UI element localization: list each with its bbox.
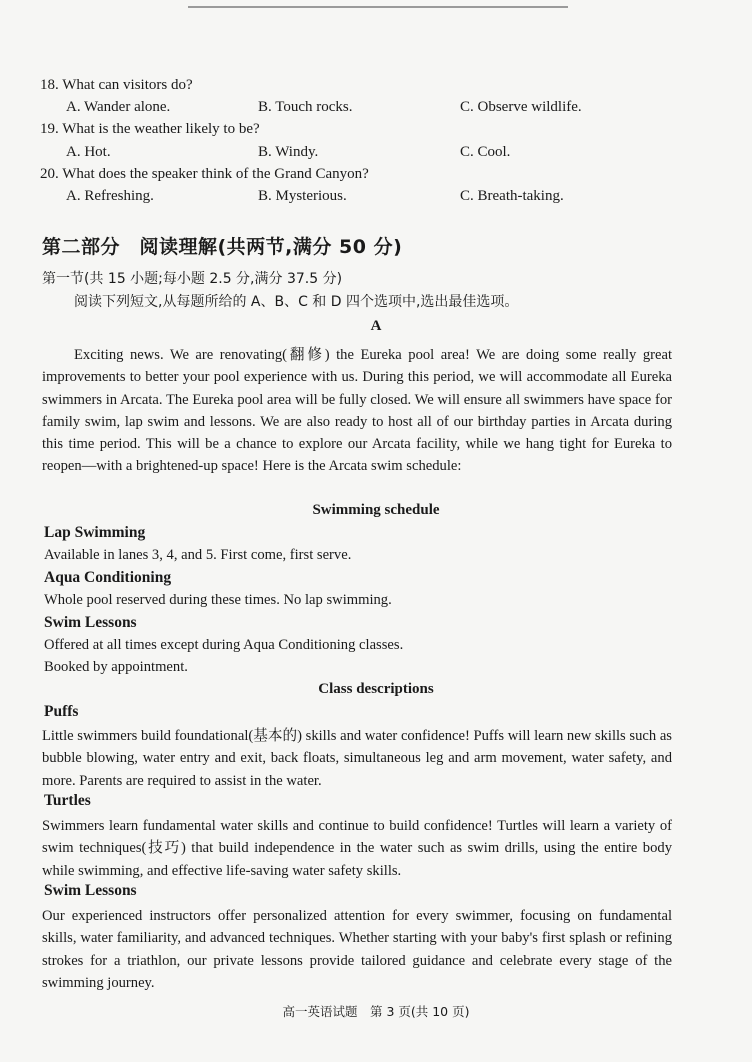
schedule-heading: Swimming schedule	[312, 502, 440, 518]
schedule-swim-lessons-line-1: Offered at all times except during Aqua Conditioning classes.	[44, 637, 404, 653]
schedule-lap-swimming-line: Available in lanes 3, 4, and 5. First come, first serve.	[44, 547, 352, 563]
intro-paragraph: Exciting news. We are renovating(翻修) the Eureka pool area! We are doing some really great improvements to better your pool experience with us. During this period, we will accommodate all Eureka swimmers in Arcata. The Eureka pool area will be fully closed. We will ensure all swimmers have space for family swim, lap swim and lessons. We are also ready to host all of our birthday parties in Arcata during this time period. This will be a chance to explore our Arcata facility, while we hang tight for Eureka to reopen—with a brightened-up space! Here is the Arcata swim schedule:	[42, 347, 672, 475]
question-20-option-a: A. Refreshing.	[66, 188, 154, 204]
section-title: 第一节(共 15 小题;每小题 2.5 分,满分 37.5 分)	[42, 271, 343, 287]
question-18-option-c: C. Observe wildlife.	[460, 99, 582, 115]
class-swim-lessons-name: Swim Lessons	[44, 882, 137, 899]
page-footer: 高一英语试题 第 3 页(共 10 页)	[282, 1004, 470, 1019]
schedule-aqua-conditioning-name: Aqua Conditioning	[44, 569, 172, 586]
question-19-option-a: A. Hot.	[66, 144, 111, 160]
class-turtles-name: Turtles	[44, 792, 91, 809]
question-19-option-c: C. Cool.	[460, 144, 511, 160]
question-19-option-b: B. Windy.	[258, 144, 319, 160]
question-20: 20. What does the speaker think of the Grand Canyon?	[40, 166, 369, 182]
top-rule	[188, 6, 568, 8]
passage-letter: A	[370, 318, 382, 334]
question-18-option-a: A. Wander alone.	[66, 99, 171, 115]
question-18-option-b: B. Touch rocks.	[258, 99, 353, 115]
class-swim-lessons-text: Our experienced instructors offer personalized attention for every swimmer, focusing on fundamental skills, water familiarity, and advanced techniques. Whether starting with your baby's first splash or refining strokes for a triathlon, our private lessons provide tailored guidance and celebrate every stage of the swimming journey.	[42, 908, 672, 991]
question-20-option-c: C. Breath-taking.	[460, 188, 564, 204]
question-19: 19. What is the weather likely to be?	[40, 121, 260, 137]
class-puffs-name: Puffs	[44, 703, 79, 720]
part-title: 第二部分 阅读理解(共两节,满分 50 分)	[42, 236, 403, 258]
question-20-option-b: B. Mysterious.	[258, 188, 347, 204]
schedule-swim-lessons-line-2: Booked by appointment.	[44, 659, 188, 675]
class-turtles-text: Swimmers learn fundamental water skills and continue to build confidence! Turtles will learn a variety of swim techniques(技巧) that build independence in the water such as swim drills, using the entire body while swimming, and effective life-saving water safety skills.	[42, 818, 672, 879]
class-puffs-text: Little swimmers build foundational(基本的) skills and water confidence! Puffs will learn new skills such as bubble blowing, water entry and exit, back floats, simultaneous leg and arm movement, water safety, and more. Parents are required to assist in the water.	[42, 728, 672, 789]
schedule-aqua-conditioning-line: Whole pool reserved during these times. No lap swimming.	[44, 592, 392, 608]
instruction: 阅读下列短文,从每题所给的 A、B、C 和 D 四个选项中,选出最佳选项。	[74, 294, 519, 310]
schedule-swim-lessons-name: Swim Lessons	[44, 614, 137, 631]
question-18: 18. What can visitors do?	[40, 77, 193, 93]
classes-heading: Class descriptions	[318, 681, 434, 697]
schedule-lap-swimming-name: Lap Swimming	[44, 524, 146, 541]
